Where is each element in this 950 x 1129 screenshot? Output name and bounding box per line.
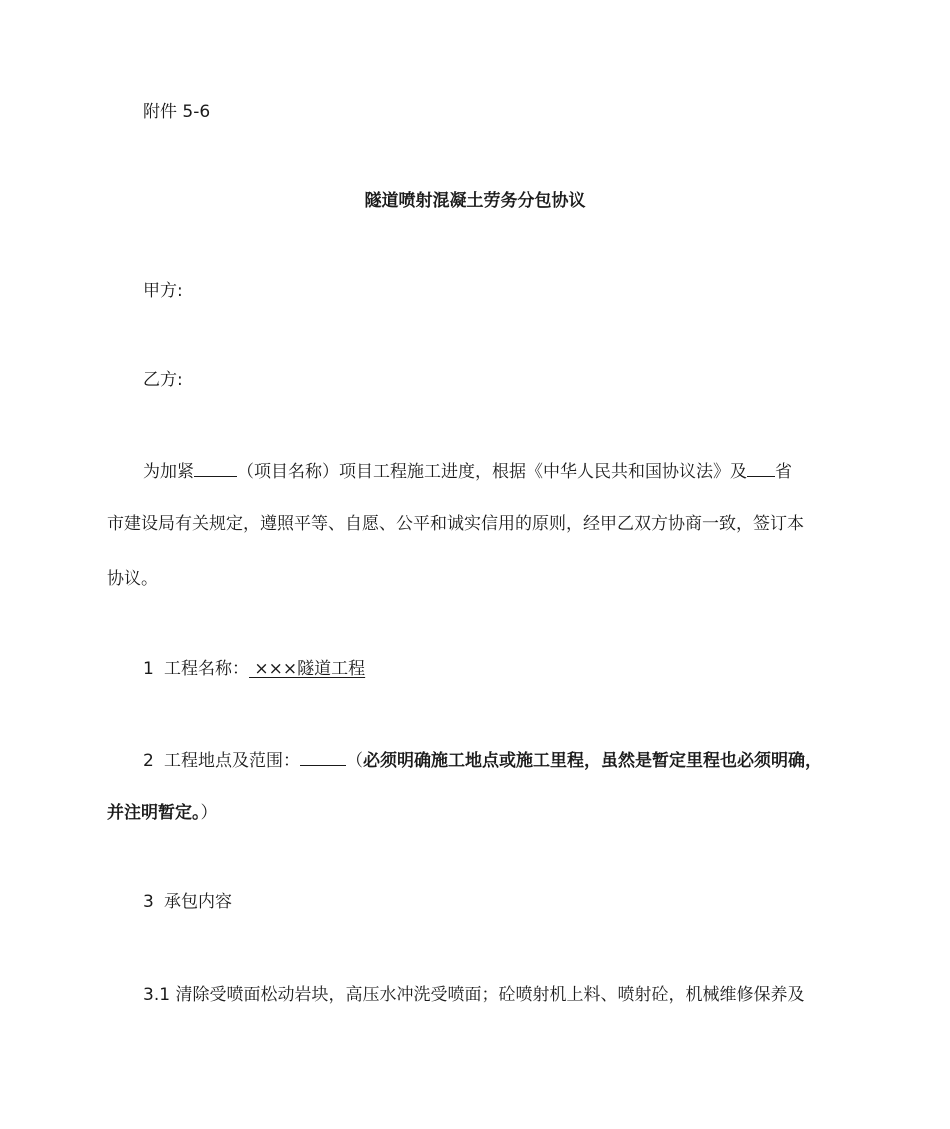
intro-paragraph-line1 [143, 458, 792, 483]
item3-scope-heading [143, 891, 232, 913]
item1-label: 工程名称： [164, 659, 249, 679]
party-a-label: 甲方: [143, 281, 183, 301]
intro-text-part1: 为加紧 [143, 462, 194, 482]
item2-note-close: ） [200, 803, 218, 823]
item1-number: 1 [143, 659, 154, 679]
intro-text-part3: 省 [775, 462, 792, 482]
item2-note-bold-line1: 必须明确施工地点或施工里程，虽然是暂定里程也必须明确， [363, 751, 822, 771]
item2-location-line2 [107, 802, 218, 824]
province-blank [747, 458, 775, 477]
intro-paragraph-line2: 市建设局有关规定，遵照平等、自愿、公平和诚实信用的原则，经甲乙双方协商一致，签订本 [107, 514, 804, 534]
intro-text-part2: （项目名称）项目工程施工进度，根据《中华人民共和国协议法》及 [237, 462, 747, 482]
project-name-blank [194, 458, 237, 477]
document-title: 隧道喷射混凝土劳务分包协议 [364, 191, 586, 211]
item3-label: 承包内容 [164, 892, 232, 912]
item2-location-line1 [143, 747, 822, 772]
item1-value: ×××隧道工程 [249, 659, 366, 679]
item2-note-open: （ [346, 751, 363, 771]
item2-label: 工程地点及范围： [164, 751, 300, 771]
item3-1-text: 3.1 清除受喷面松动岩块，高压水冲洗受喷面；砼喷射机上料、喷射砼，机械维修保养及 [143, 985, 805, 1005]
location-blank [300, 747, 346, 766]
item2-note-bold-line2: 并注明暂定。 [107, 803, 201, 823]
item3-number: 3 [143, 892, 154, 912]
attachment-label: 附件 5-6 [143, 102, 211, 122]
item1-project-name [143, 658, 365, 680]
party-b-label: 乙方: [143, 370, 183, 390]
item2-number: 2 [143, 751, 154, 771]
intro-paragraph-line3: 协议。 [107, 569, 158, 589]
